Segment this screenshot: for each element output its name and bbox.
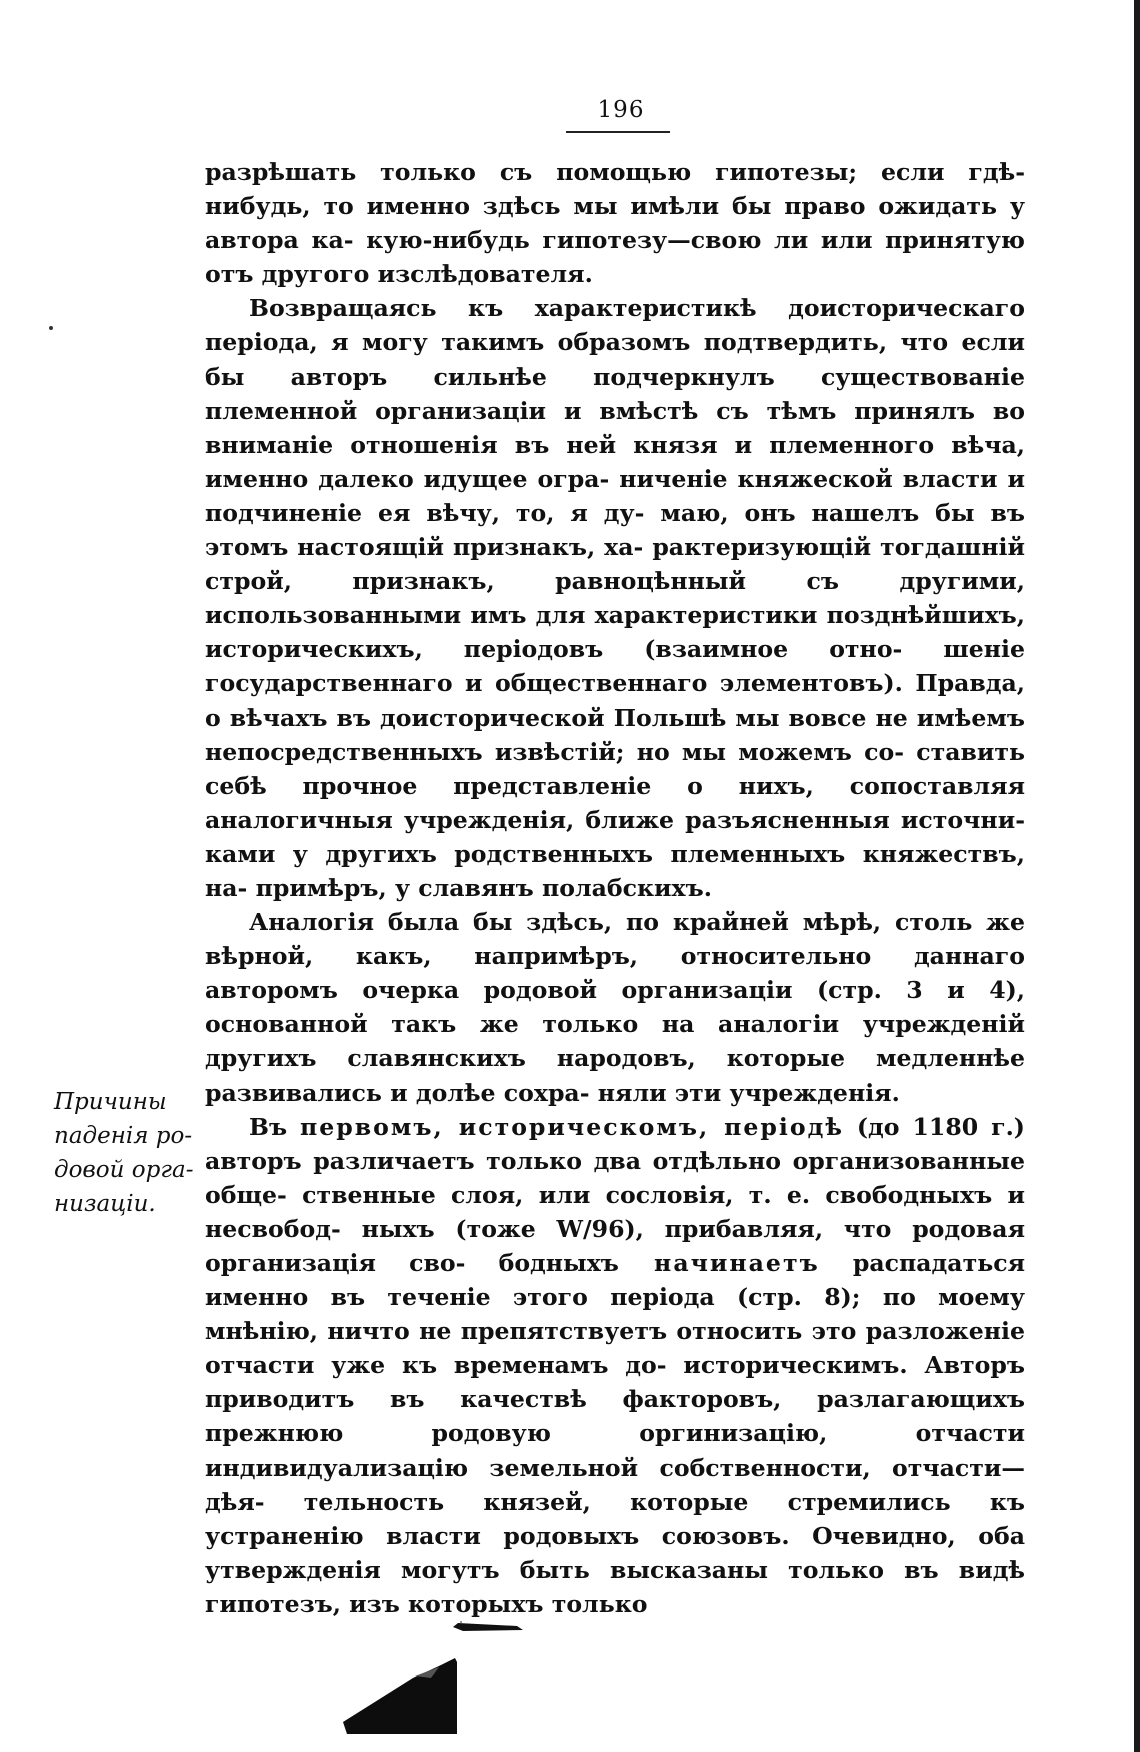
margin-note-line: низаціи. bbox=[54, 1191, 156, 1217]
text-line: ками у другихъ родственныхъ племенныхъ княжествъ, на- bbox=[205, 839, 1025, 902]
text-fragment: Въ bbox=[249, 1112, 301, 1141]
text-line: высказаны только въ видѣ гипотезъ, изъ которыхъ только bbox=[205, 1555, 1026, 1618]
text-fragment: (до 1180 г.) авторъ bbox=[205, 1112, 1025, 1175]
spaced-emphasis: первомъ, историческомъ, періодѣ bbox=[300, 1112, 844, 1141]
text-line: историческимъ. Авторъ приводитъ въ качествѣ факторовъ, bbox=[205, 1351, 1025, 1414]
text-line: разрѣшать только съ помощью гипотезы; если гдѣ-нибудь, bbox=[205, 158, 1025, 221]
upper-blot bbox=[453, 1623, 523, 1631]
text-line: аналогичныя учрежденія, ближе разъясненныя источни- bbox=[205, 805, 1025, 834]
margin-note-line: Причины bbox=[54, 1089, 167, 1115]
text-line: Аналогія была бы здѣсь, по крайней мѣрѣ, столь же bbox=[249, 908, 1025, 937]
body-text bbox=[205, 155, 1025, 1621]
text-line: маю, онъ нашелъ бы въ этомъ настоящій признакъ, ха- bbox=[205, 498, 1025, 562]
text-line: родовыхъ союзовъ. Очевидно, оба утвержденія могутъ быть bbox=[205, 1521, 1025, 1584]
text-line: няли эти учрежденія. bbox=[597, 1078, 900, 1107]
text-line: относить это разложеніе отчасти уже къ временамъ до- bbox=[205, 1317, 1025, 1380]
text-line: очерка родовой организаціи (стр. 3 и 4), основанной такъ bbox=[205, 976, 1025, 1039]
print-blot-mark bbox=[343, 1620, 663, 1740]
text-line: же только на аналогіи учрежденій другихъ славянскихъ bbox=[205, 1010, 1025, 1073]
stray-print-dot bbox=[49, 326, 53, 330]
lower-blot bbox=[343, 1658, 457, 1734]
text-line: шеніе государственнаго и общественнаго элементовъ). bbox=[205, 635, 1026, 698]
text-line: съ другими, использованными имъ для характеристики bbox=[205, 567, 1025, 630]
text-line: вѣрной, какъ, напримѣръ, относительно даннаго авторомъ bbox=[205, 942, 1025, 1005]
text-line: позднѣйшихъ, историческихъ, періодовъ (взаимное отно- bbox=[205, 601, 1025, 664]
page-number: 196 bbox=[597, 97, 645, 123]
text-line: ней князя и племенного вѣча, именно далеко идущее огра- bbox=[205, 430, 1025, 493]
paragraph-1 bbox=[205, 155, 1025, 291]
paragraph-3 bbox=[205, 905, 1025, 1110]
text-line: сильнѣе подчеркнулъ существованіе племенной организаціи bbox=[205, 362, 1025, 425]
text-line: Правда, о вѣчахъ въ доисторической Польшѣ мы вовсе не bbox=[205, 669, 1025, 732]
text-line: разлагающихъ прежнюю родовую оргинизацію, отчасти bbox=[205, 1385, 1025, 1448]
text-line: бодныхъ bbox=[498, 1249, 619, 1277]
text-line: тельность князей, которые стремились къ устраненію власти bbox=[205, 1487, 1025, 1550]
text-line: различаетъ только два отдѣльно организованные обще- bbox=[205, 1146, 1025, 1209]
text-line: то именно здѣсь мы имѣли бы право ожидать у автора ка- bbox=[205, 192, 1025, 255]
text-line: народовъ, которые медленнѣе развивались и долѣе сохра- bbox=[205, 1044, 1025, 1107]
text-line: періода (стр. 8); по моему мнѣнію, ничто не препятствуетъ bbox=[205, 1283, 1025, 1346]
text-line: я могу такимъ образомъ подтвердить, что если бы авторъ bbox=[205, 328, 1025, 391]
text-fragment: распадаться именно въ теченіе этого bbox=[205, 1249, 1025, 1312]
paragraph-2 bbox=[205, 291, 1025, 905]
text-line: кую-нибудь гипотезу—свою ли или принятую отъ другого bbox=[205, 226, 1025, 289]
text-line: имѣемъ непосредственныхъ извѣстій; но мы можемъ со- bbox=[205, 703, 1025, 766]
text-line: ниченіе княжеской власти и подчиненіе ея вѣчу, то, я ду- bbox=[205, 464, 1026, 527]
paragraph-4 bbox=[205, 1110, 1025, 1621]
margin-note bbox=[54, 1085, 204, 1221]
text-line: примѣръ, у славянъ полабскихъ. bbox=[255, 873, 712, 902]
text-line: ныхъ (тоже W/96), прибавляя, что родовая организація сво- bbox=[205, 1214, 1025, 1277]
margin-note-line: паденія ро- bbox=[54, 1123, 193, 1149]
text-line: ставить себѣ прочное представленіе о нихъ, сопоставляя bbox=[205, 737, 1026, 800]
page-number-rule bbox=[566, 131, 670, 133]
text-line: индивидуализацію земельной собственности, отчасти—дѣя- bbox=[205, 1453, 1025, 1516]
text-line: изслѣдователя. bbox=[377, 260, 593, 289]
text-line: рактеризующій тогдашній строй, признакъ, равноцѣнный bbox=[205, 533, 1025, 596]
page-edge-shadow bbox=[1134, 0, 1140, 1752]
spaced-emphasis: начинаетъ bbox=[618, 1249, 820, 1277]
text-line: ственные слоя, или сословія, т. е. свободныхъ и несвобод- bbox=[205, 1180, 1025, 1243]
text-line: и вмѣстѣ съ тѣмъ принялъ во вниманіе отношенія въ bbox=[205, 396, 1025, 459]
text-line: Возвращаясь къ характеристикѣ доисторическаго періода, bbox=[205, 294, 1025, 357]
margin-note-line: довой орга- bbox=[54, 1157, 194, 1183]
